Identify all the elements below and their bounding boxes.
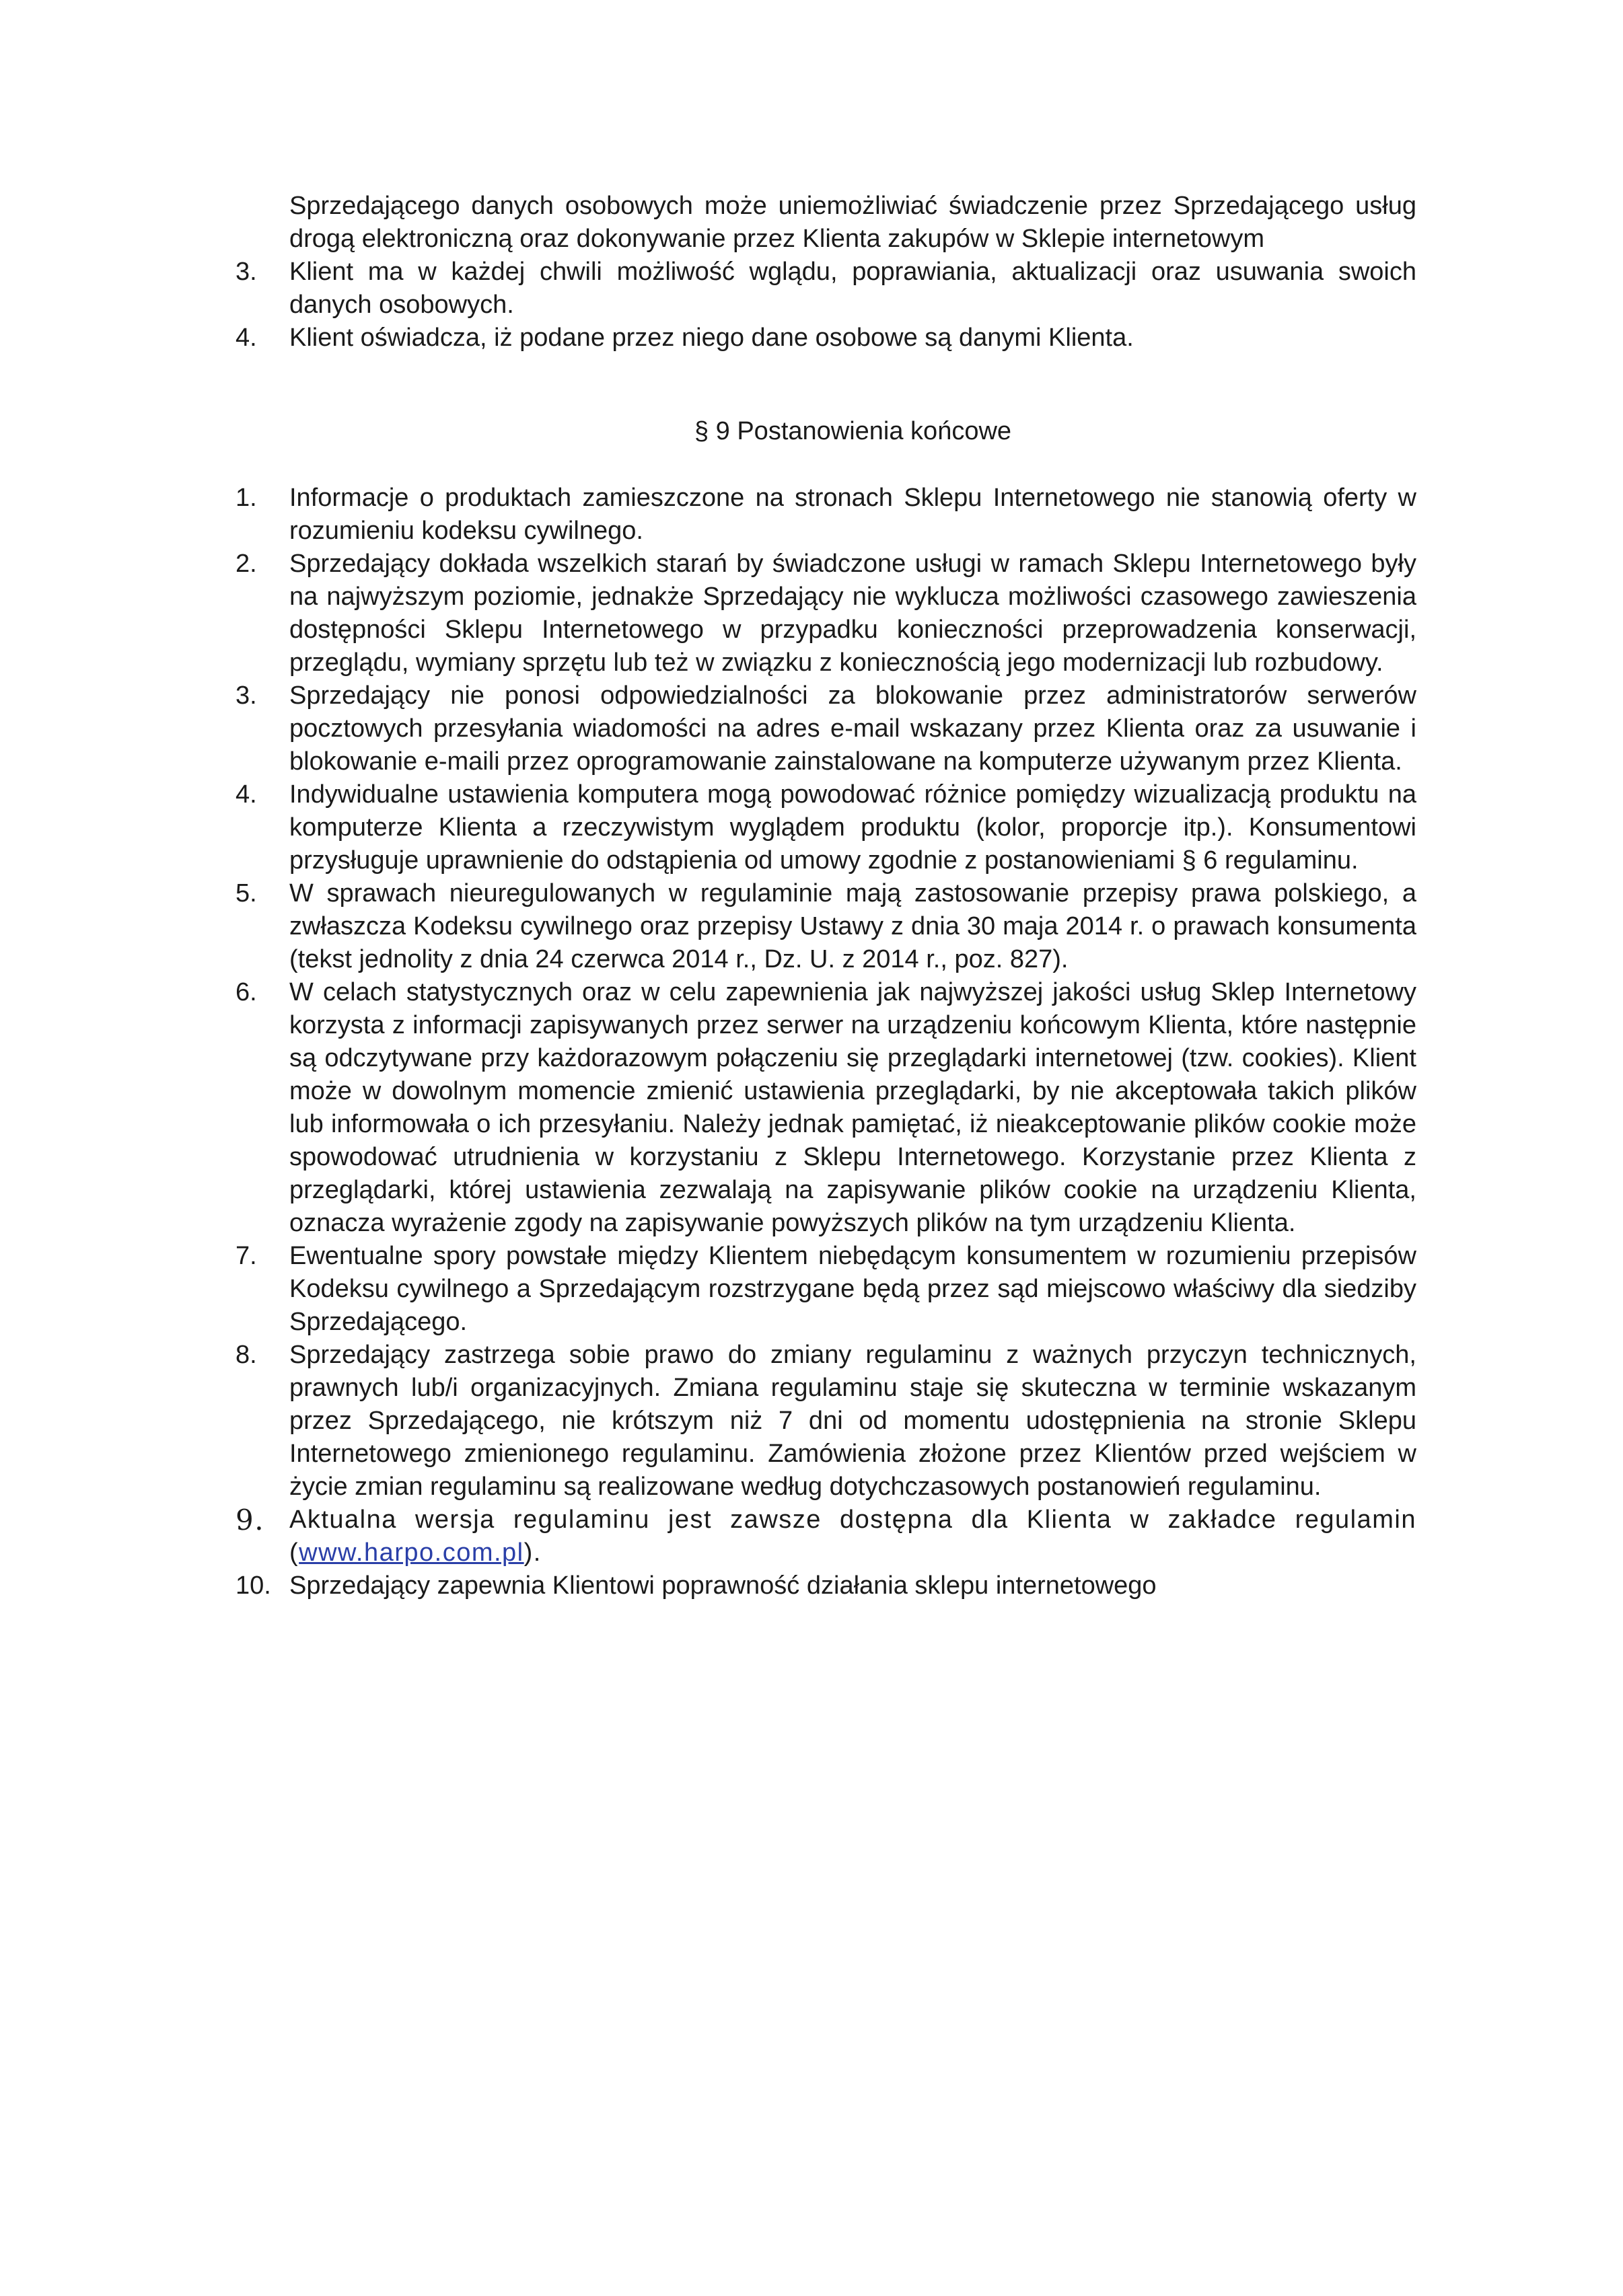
item-text: Indywidualne ustawienia komputera mogą powodować różnice pomiędzy wizualizacją produktu na komputerze Klienta a rzeczywistym wyglądem produktu (kolor, proporcje itp.). Konsumentowi przysługuje uprawnienie do odstąpienia od umowy zgodnie z postanowieniami § 6 regulaminu. [289, 780, 1416, 875]
list-item [236, 778, 1416, 877]
top-list [236, 256, 1416, 355]
item-number: 9. [236, 1504, 265, 1536]
final-provisions-list [236, 482, 1416, 1602]
item-number: 5. [236, 879, 257, 908]
document-content [236, 190, 1416, 1602]
item-text: Ewentualne spory powstałe między Klientem niebędącym konsumentem w rozumieniu przepisów Kodeksu cywilnego a Sprzedającym rozstrzygane będą przez sąd miejscowo właściwy dla siedziby Sprzedającego. [289, 1242, 1416, 1336]
item-text: W celach statystycznych oraz w celu zapewnienia jak najwyższej jakości usług Sklep Internetowy korzysta z informacji zapisywanych przez serwer na urządzeniu końcowym Klienta, które następnie są odczytywane przy każdorazowym połączeniu się przeglądarki internetowej (tzw. cookies). Klient może w dowolnym momencie zmienić ustawienia przeglądarki, by nie akceptowała takich plików lub informowała o ich przesyłaniu. Należy jednak pamiętać, iż nieakceptowanie plików cookie może spowodować utrudnienia w korzystaniu z Sklepu Internetowego. Korzystanie przez Klienta z przeglądarki, której ustawienia zezwalają na zapisywanie plików cookie na urządzeniu Klienta, oznacza wyrażenie zgody na zapisywanie powyższych plików na tym urządzeniu Klienta. [289, 978, 1416, 1237]
list-item-current-version [236, 1504, 1416, 1569]
list-item [236, 482, 1416, 548]
item-number: 1. [236, 484, 257, 512]
website-link[interactable]: www.harpo.com.pl [299, 1539, 524, 1567]
section-heading: § 9 Postanowienia końcowe [694, 417, 1012, 445]
item-text: W sprawach nieuregulowanych w regulaminie mają zastosowanie przepisy prawa polskiego, a zwłaszcza Kodeksu cywilnego oraz przepisy Ustawy z dnia 30 maja 2014 r. o prawach konsumenta (tekst jednolity z dnia 24 czerwca 2014 r., Dz. U. z 2014 r., poz. 827). [289, 879, 1416, 973]
item-number: 2. [236, 550, 257, 578]
list-item [236, 256, 1416, 322]
item-number: 8. [236, 1341, 257, 1369]
item-number: 6. [236, 978, 257, 1006]
item-text-before-link: Aktualna wersja regulaminu jest zawsze dostępna dla Klienta w zakładce regulamin ( [289, 1506, 1416, 1567]
item-number: 4. [236, 780, 257, 809]
list-item [236, 322, 1416, 355]
continuation-paragraph: Sprzedającego danych osobowych może uniemożliwiać świadczenie przez Sprzedającego usług drogą elektroniczną oraz dokonywanie przez Klienta zakupów w Sklepie internetowym [289, 192, 1416, 253]
list-item [236, 976, 1416, 1240]
item-number: 3. [236, 681, 257, 710]
item-text: Klient ma w każdej chwili możliwość wglądu, poprawiania, aktualizacji oraz usuwania swoich danych osobowych. [289, 258, 1416, 319]
item-number: 7. [236, 1242, 257, 1270]
item-text: Klient oświadcza, iż podane przez niego dane osobowe są danymi Klienta. [289, 324, 1134, 352]
list-item [236, 679, 1416, 778]
item-text-after-link: ). [524, 1539, 542, 1567]
list-item [236, 877, 1416, 976]
item-number: 4. [236, 324, 257, 352]
list-item [236, 1569, 1416, 1602]
item-text: Informacje o produktach zamieszczone na stronach Sklepu Internetowego nie stanowią oferty w rozumieniu kodeksu cywilnego. [289, 484, 1416, 545]
item-text: Sprzedający zapewnia Klientowi poprawność działania sklepu internetowego [289, 1571, 1157, 1600]
item-number: 3. [236, 258, 257, 286]
item-text: Sprzedający nie ponosi odpowiedzialności za blokowanie przez administratorów serwerów pocztowych przesyłania wiadomości na adres e-mail wskazany przez Klienta oraz za usuwanie i blokowanie e-maili przez oprogramowanie zainstalowane na komputerze używanym przez Klienta. [289, 681, 1416, 776]
list-item [236, 548, 1416, 679]
list-item [236, 1240, 1416, 1339]
item-number: 10. [236, 1571, 271, 1600]
list-item [236, 1339, 1416, 1504]
item-text: Sprzedający zastrzega sobie prawo do zmiany regulaminu z ważnych przyczyn technicznych, prawnych lub/i organizacyjnych. Zmiana regulaminu staje się skuteczna w terminie wskazanym przez Sprzedającego, nie krótszym niż 7 dni od momentu udostępnienia na stronie Sklepu Internetowego zmienionego regulaminu. Zamówienia złożone przez Klientów przed wejściem w życie zmian regulaminu są realizowane według dotychczasowych postanowień regulaminu. [289, 1341, 1416, 1501]
item-text: Sprzedający dokłada wszelkich starań by świadczone usługi w ramach Sklepu Internetowego były na najwyższym poziomie, jednakże Sprzedający nie wyklucza możliwości czasowego zawieszenia dostępności Sklepu Internetowego w przypadku konieczności przeprowadzenia konserwacji, przeglądu, wymiany sprzętu lub też w związku z koniecznością jego modernizacji lub rozbudowy. [289, 550, 1416, 677]
